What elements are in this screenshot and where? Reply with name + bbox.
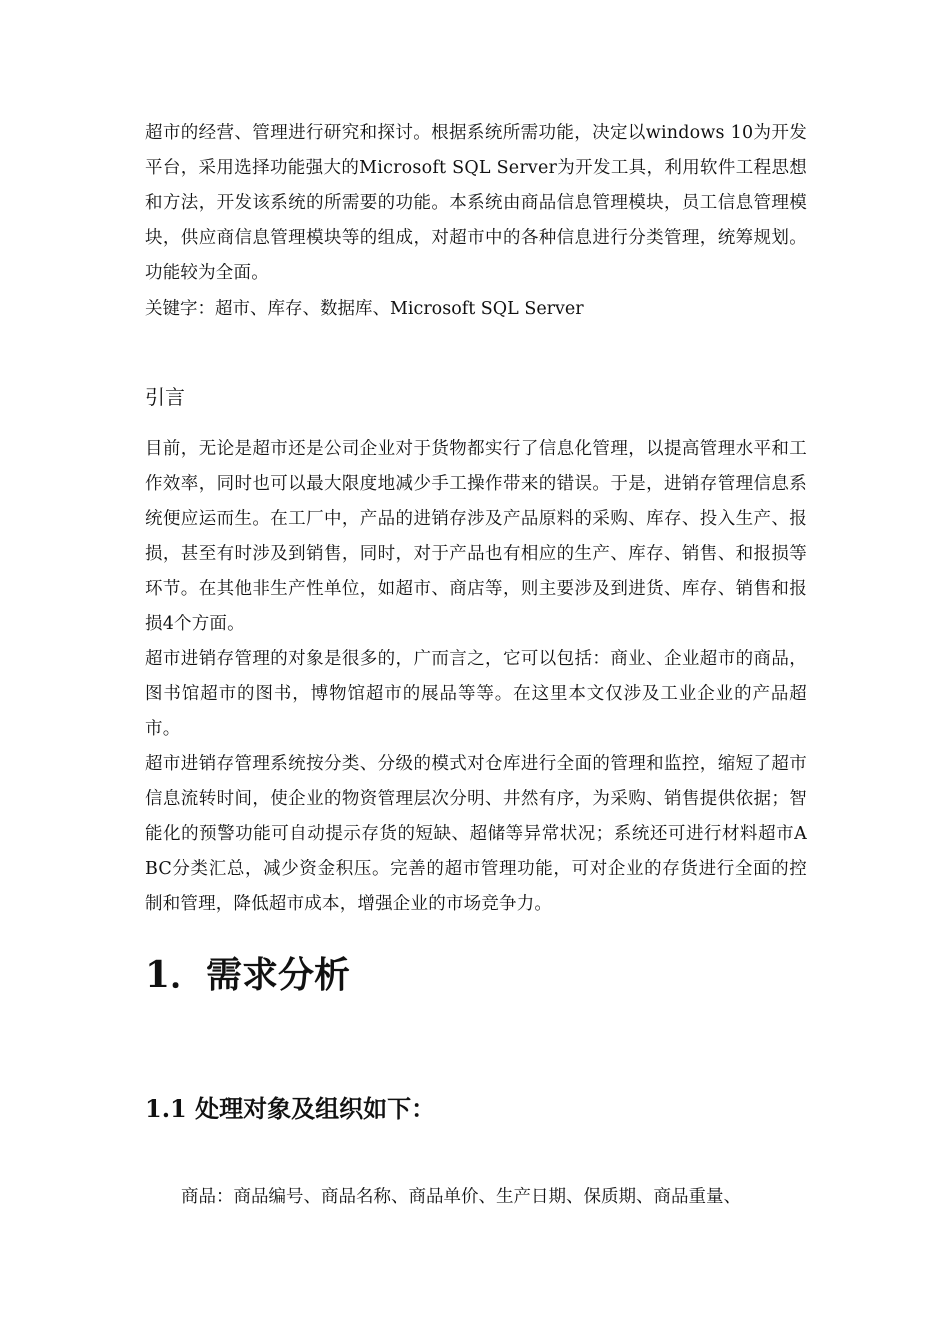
chapter-1-heading: 1．需求分析 [145,954,351,996]
section-1-1-heading: 1.1 处理对象及组织如下： [145,1094,436,1123]
introduction-paragraph-1: 目前，无论是超市还是公司企业对于货物都实行了信息化管理，以提高管理水平和工作效率，同时也可以最大限度地减少手工操作带来的错误。于是，进销存管理信息系统便应运而生。在工厂中，产品的进销存涉及产品原料的采购、库存、投入生产、报损，甚至有时涉及到销售，同时，对于产品也有相应的生产、库存、销售、和报损等环节。在其他非生产性单位，如超市、商店等，则主要涉及到进货、库存、销售和报损4个方面。 [145,439,807,634]
introduction-heading: 引言 [145,385,185,409]
goods-attributes-line: 商品：商品编号、商品名称、商品单价、生产日期、保质期、商品重量、 [181,1187,741,1207]
keywords-line: 关键字：超市、库存、数据库、Microsoft SQL Server [145,299,584,319]
introduction-paragraph-3: 超市进销存管理系统按分类、分级的模式对仓库进行全面的管理和监控，缩短了超市信息流转时间，使企业的物资管理层次分明、井然有序，为采购、销售提供依据；智能化的预警功能可自动提示存货的短缺、超储等异常状况；系统还可进行材料超市ABC分类汇总，减少资金积压。完善的超市管理功能，可对企业的存货进行全面的控制和管理，降低超市成本，增强企业的市场竞争力。 [145,754,807,914]
abstract-paragraph: 超市的经营、管理进行研究和探讨。根据系统所需功能，决定以windows 10为开发平台，采用选择功能强大的Microsoft SQL Server为开发工具，利用软件工程思想和方法，开发该系统的所需要的功能。本系统由商品信息管理模块，员工信息管理模块，供应商信息管理模块等的组成，对超市中的各种信息进行分类管理，统筹规划。功能较为全面。 [145,123,807,283]
introduction-paragraph-2: 超市进销存管理的对象是很多的，广而言之，它可以包括：商业、企业超市的商品，图书馆超市的图书，博物馆超市的展品等等。在这里本文仅涉及工业企业的产品超市。 [145,649,807,739]
